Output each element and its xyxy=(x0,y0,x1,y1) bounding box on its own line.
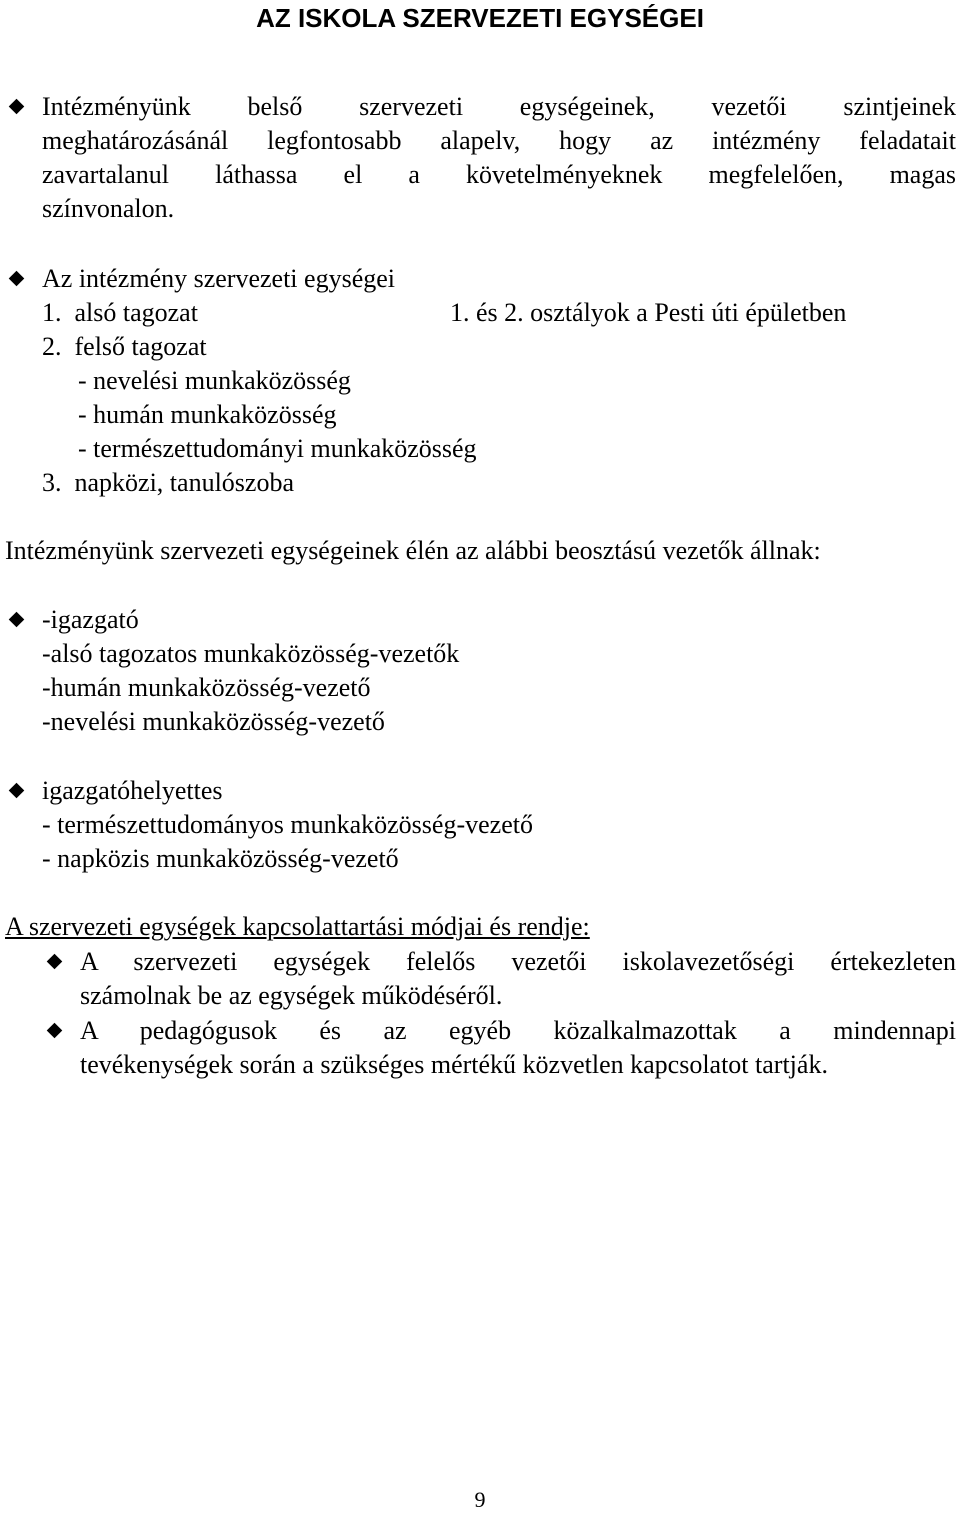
contact-line: A pedagógusok és az egyéb közalkalmazottak a mindennapi xyxy=(80,1016,956,1045)
bullet-diamond-icon xyxy=(9,271,25,287)
contact-heading: A szervezeti egységek kapcsolattartási módjai és rendje: xyxy=(5,912,590,941)
leader-line: - napközis munkaközösség-vezető xyxy=(42,844,399,873)
contact-line: tevékenységek során a szükséges mértékű közvetlen kapcsolatot tartják. xyxy=(80,1050,828,1079)
leaders-intro: Intézményünk szervezeti egységeinek élén az alábbi beosztású vezetők állnak: xyxy=(5,536,821,565)
intro-line: zavartalanul láthassa el a követelményeknek megfelelően, magas xyxy=(42,160,956,189)
contact-line: számolnak be az egységek működéséről. xyxy=(80,981,503,1010)
leader-line: -humán munkaközösség-vezető xyxy=(42,673,371,702)
unit-item-2: 2. felső tagozat xyxy=(42,332,207,361)
unit-subitem: - természettudományi munkaközösség xyxy=(78,434,477,463)
intro-line: színvonalon. xyxy=(42,194,175,223)
leader-line: -alsó tagozatos munkaközösség-vezetők xyxy=(42,639,460,668)
leader-line: -nevelési munkaközösség-vezető xyxy=(42,707,385,736)
units-heading: Az intézmény szervezeti egységei xyxy=(42,264,395,293)
contact-paragraph-2 xyxy=(80,1014,956,1082)
contact-line: A szervezeti egységek felelős vezetői iskolavezetőségi értekezleten xyxy=(80,947,956,976)
leader-line: -igazgató xyxy=(42,605,139,634)
bullet-diamond-icon xyxy=(47,1023,63,1039)
page-title: AZ ISKOLA SZERVEZETI EGYSÉGEI xyxy=(256,3,704,33)
unit-subitem: - nevelési munkaközösség xyxy=(78,366,351,395)
unit-item-1: 1. alsó tagozat xyxy=(42,298,198,327)
page-number: 9 xyxy=(474,1487,486,1512)
bullet-diamond-icon xyxy=(9,99,25,115)
unit-item-3: 3. napközi, tanulószoba xyxy=(42,468,294,497)
unit-item-1-note: 1. és 2. osztályok a Pesti úti épületben xyxy=(450,298,847,327)
leader-line: igazgatóhelyettes xyxy=(42,776,223,805)
unit-subitem: - humán munkaközösség xyxy=(78,400,337,429)
bullet-diamond-icon xyxy=(9,612,25,628)
leader-line: - természettudományos munkaközösség-vezető xyxy=(42,810,533,839)
intro-line: Intézményünk belső szervezeti egységeinek, vezetői szintjeinek xyxy=(42,92,956,121)
intro-line: meghatározásánál legfontosabb alapelv, hogy az intézmény feladatait xyxy=(42,126,956,155)
contact-paragraph-1 xyxy=(80,945,956,1013)
bullet-diamond-icon xyxy=(47,954,63,970)
bullet-diamond-icon xyxy=(9,783,25,799)
intro-paragraph xyxy=(42,90,956,226)
